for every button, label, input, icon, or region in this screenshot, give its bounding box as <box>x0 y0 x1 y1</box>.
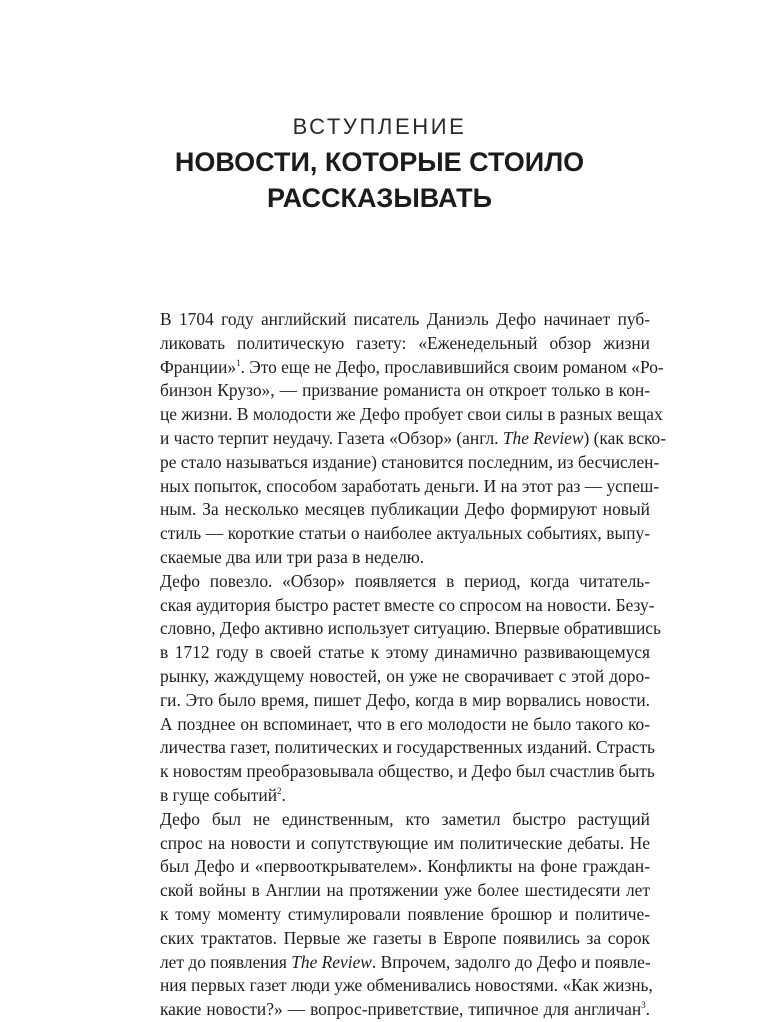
text-line: скаемые два или три раза в неделю. <box>160 546 425 567</box>
chapter-kicker: ВСТУПЛЕНИЕ <box>292 114 467 139</box>
text-line: це жизни. В молодости же Дефо пробует свои силы в разных вещах <box>160 404 663 425</box>
chapter-title-line-1: НОВОСТИ, КОТОРЫЕ СТОИЛО <box>174 147 585 177</box>
text-line: в гуще событий$^2$. <box>160 784 286 805</box>
text-line: ских трактатов. Первые же газеты в Европе появились за сорок <box>160 927 650 948</box>
text-line: к тому моменту стимулировали появление брошюр и политиче- <box>160 903 650 924</box>
footnote-ref-3: 3 <box>641 1000 646 1011</box>
chapter-title <box>0 144 759 216</box>
text-line: ской войны в Англии на протяжении уже более шестидесяти лет <box>160 880 650 901</box>
text-line: словно, Дефо активно использует ситуацию. Впервые обратившись <box>160 618 661 639</box>
text-line: спрос на новости и сопутствующие им политические дебаты. Не <box>160 832 650 853</box>
paragraph-2 <box>135 570 661 808</box>
text-line: В 1704 году английский писатель Даниэль Дефо начинает пуб- <box>160 309 650 329</box>
text-line: стиль — короткие статьи о наиболее актуальных событиях, выпу- <box>160 523 650 544</box>
paragraph-1 <box>135 308 667 570</box>
body-text <box>135 308 667 1022</box>
text-line: Дефо был не единственным, кто заметил быстро растущий <box>160 808 650 829</box>
text-line: ным. За несколько месяцев публикации Дефо формируют новый <box>160 499 650 520</box>
text-line: Дефо повезло. «Обзор» появляется в период, когда читатель- <box>160 570 650 591</box>
paragraph-3 <box>135 808 653 1022</box>
text-line: бинзон Крузо», — призвание романиста он откроет только в кон- <box>160 380 650 401</box>
footnote-ref-1: 1 <box>236 357 241 368</box>
text-line: ликовать политическую газету: «Еженедельный обзор жизни <box>160 332 650 353</box>
text-line: А позднее он вспоминает, что в его молодости не было такого ко- <box>160 713 650 734</box>
text-line: и часто терпит неудачу. Газета «Обзор» (англ. The Review) (как вско- <box>160 427 667 448</box>
text-line: ре стало называться издание) становится последним, из бесчислен- <box>160 451 660 472</box>
text-line: лет до появления The Review. Впрочем, задолго до Дефо и появле- <box>160 951 651 972</box>
text-line: рынку, жаждущему новостей, он уже не сворачивает с этой доро- <box>160 665 650 686</box>
footnote-ref-2: 2 <box>277 786 282 797</box>
text-line: ных попыток, способом заработать деньги. И на этот раз — успеш- <box>160 475 660 496</box>
text-line: личества газет, политических и государственных изданий. Страсть <box>160 737 655 758</box>
italic-title: The Review <box>502 427 584 448</box>
italic-title: The Review <box>291 951 372 972</box>
text-line: Франции»$^1$. Это еще не Дефо, прославившийся своим романом «Ро- <box>160 356 664 377</box>
text-line: был Дефо и «первооткрывателем». Конфликты на фоне граждан- <box>160 856 650 877</box>
text-line: ская аудитория быстро растет вместе со спросом на новости. Безу- <box>160 594 655 615</box>
text-line: какие новости?» — вопрос-приветствие, типичное для англичан$^3$. <box>160 999 650 1020</box>
chapter-title-line-2: РАССКАЗЫВАТЬ <box>267 183 492 213</box>
text-line: ги. Это было время, пишет Дефо, когда в мир ворвались новости. <box>160 689 650 710</box>
text-line: к новостям преобразовывала общество, и Дефо был счастлив быть <box>160 761 655 782</box>
text-line: ния первых газет люди уже обменивались новостями. «Как жизнь, <box>160 975 653 996</box>
text-line: в 1712 году в своей статье к этому динамично развивающемуся <box>160 642 650 663</box>
